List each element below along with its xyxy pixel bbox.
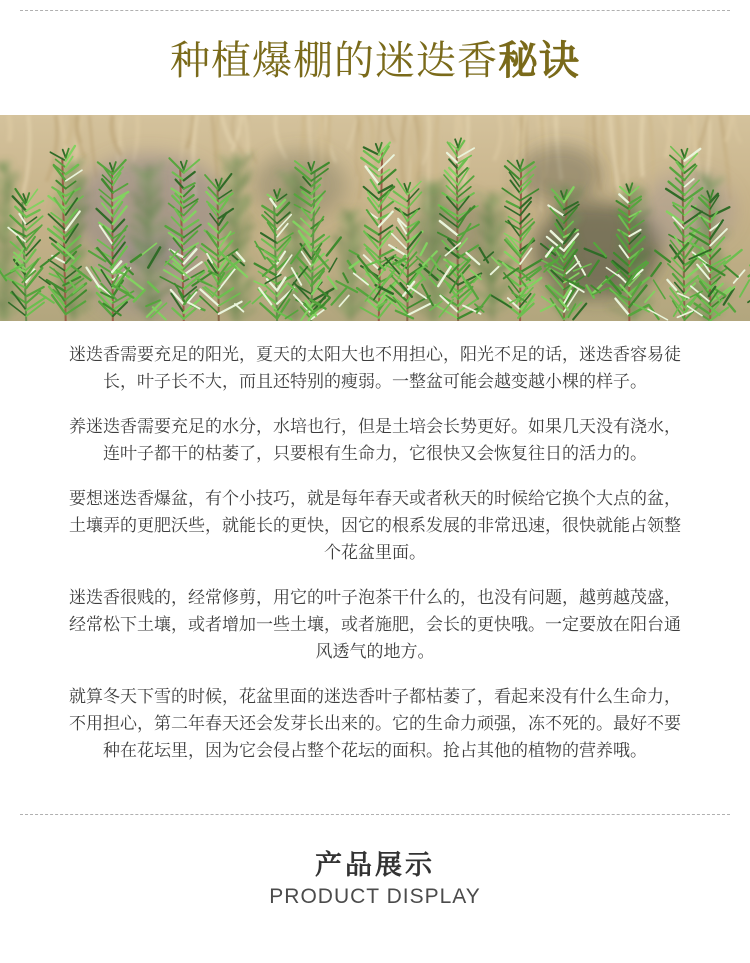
rosemary-photo [0,115,750,321]
page-title [0,37,750,85]
section-heading-cn: 产品展示 [0,849,750,881]
paragraph-sunlight: 迷迭香需要充足的阳光，夏天的太阳大也不用担心，阳光不足的话，迷迭香容易徒长，叶子长不大，而且还特别的瘦弱。一整盆可能会越变越小棵的样子。 [63,341,687,395]
page-title-normal: 种植爆棚的迷迭香 [170,39,498,83]
paragraph-winter: 就算冬天下雪的时候，花盆里面的迷迭香叶子都枯萎了，看起来没有什么生命力，不用担心，第二年春天还会发芽长出来的。它的生命力顽强，冻不死的。最好不要种在花坛里，因为它会侵占整个花坛的面积。抢占其他的植物的营养哦。 [63,683,687,764]
paragraph-repotting: 要想迷迭香爆盆，有个小技巧，就是每年春天或者秋天的时候给它换个大点的盆，土壤弄的更肥沃些，就能长的更快，因它的根系发展的非常迅速，很快就能占领整个花盆里面。 [63,485,687,566]
rosemary-photo-illustration [0,115,750,321]
page-title-bold: 秘诀 [498,39,580,83]
section-heading-en: PRODUCT DISPLAY [0,884,750,909]
paragraph-pruning: 迷迭香很贱的，经常修剪，用它的叶子泡茶干什么的，也没有问题，越剪越茂盛，经常松下土壤，或者增加一些土壤，或者施肥，会长的更快哦。一定要放在阳台通风透气的地方。 [63,584,687,665]
top-dashed-divider [20,10,730,11]
bottom-dashed-divider [20,814,730,815]
paragraph-watering: 养迷迭香需要充足的水分，水培也行，但是土培会长势更好。如果几天没有浇水，连叶子都干的枯萎了，只要根有生命力，它很快又会恢复往日的活力的。 [63,413,687,467]
article [63,321,687,764]
